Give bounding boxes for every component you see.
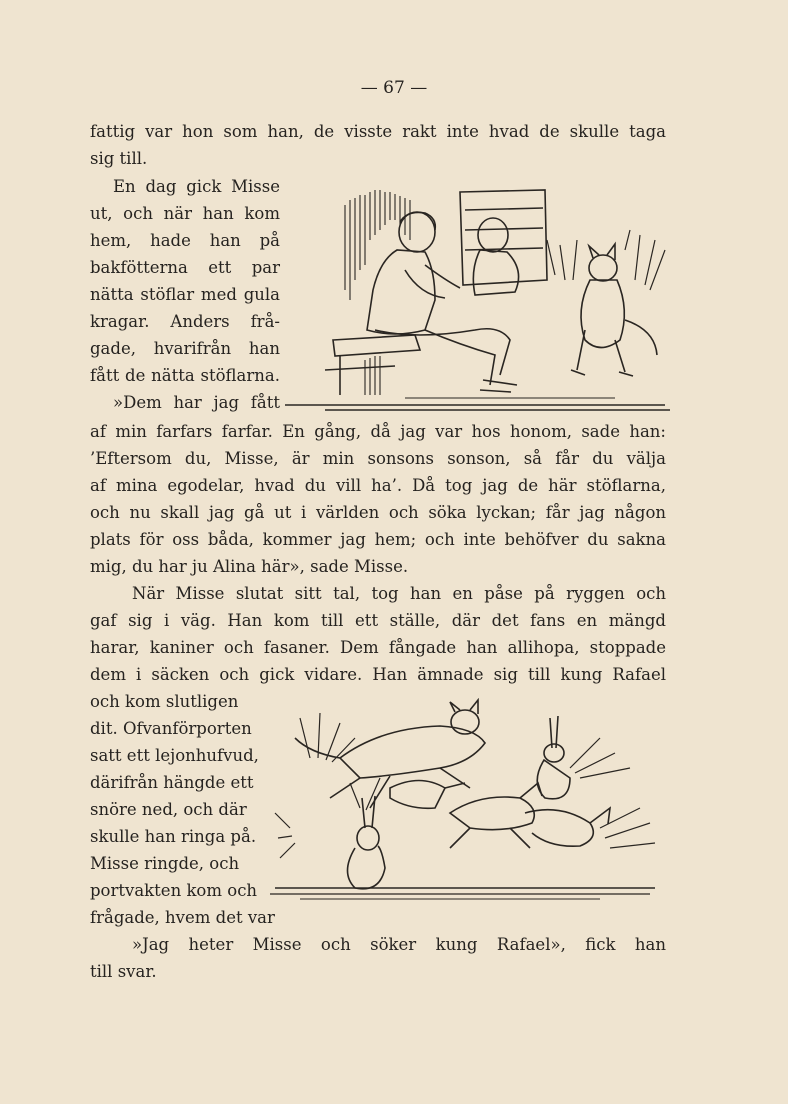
text-line: af mina egodelar, hvad du vill ha’. Då tog jag de här stöflarna, bbox=[90, 476, 666, 495]
text-line: ’Eftersom du, Misse, är min sonsons sonson, så får du välja bbox=[90, 449, 666, 468]
text-line: skulle han ringa på. bbox=[90, 827, 257, 846]
text-line: harar, kaniner och fasaner. Dem fångade han allihopa, stoppade bbox=[90, 638, 666, 657]
text-line: gade, hvarifrån han bbox=[90, 339, 280, 358]
text-line: sig till. bbox=[90, 149, 148, 168]
text-line: frågade, hvem det var bbox=[90, 908, 275, 927]
text-line: snöre ned, och där bbox=[90, 800, 247, 819]
illustration-cat-catching-hares bbox=[270, 698, 665, 903]
text-line: »Dem har jag fått bbox=[113, 393, 280, 412]
text-line: fattig var hon som han, de visste rakt inte hvad de skulle taga bbox=[90, 122, 666, 141]
text-line: satt ett lejonhufvud, bbox=[90, 746, 259, 765]
text-line: En dag gick Misse bbox=[113, 177, 280, 196]
text-line: till svar. bbox=[90, 962, 157, 981]
page-number: — 67 — bbox=[360, 78, 428, 98]
text-line: af min farfars farfar. En gång, då jag var hos honom, sade han: bbox=[90, 422, 666, 441]
text-line: och nu skall jag gå ut i världen och söka lyckan; får jag någon bbox=[90, 503, 666, 522]
text-line: därifrån hängde ett bbox=[90, 773, 254, 792]
text-line: gaf sig i väg. Han kom till ett ställe, där det fans en mängd bbox=[90, 611, 666, 630]
text-line: fått de nätta stöflarna. bbox=[90, 366, 280, 385]
text-line: hem, hade han på bbox=[90, 231, 280, 250]
text-line: kragar. Anders frå- bbox=[90, 312, 280, 331]
text-line: nätta stöflar med gula bbox=[90, 285, 280, 304]
text-line: Misse ringde, och bbox=[90, 854, 240, 873]
text-line: dit. Ofvanförporten bbox=[90, 719, 252, 738]
text-line: »Jag heter Misse och söker kung Rafael», fick han bbox=[132, 935, 666, 954]
text-line: När Misse slutat sitt tal, tog han en påse på ryggen och bbox=[132, 584, 666, 603]
text-line: ut, och när han kom bbox=[90, 204, 280, 223]
text-line: och kom slutligen bbox=[90, 692, 239, 711]
text-line: portvakten kom och bbox=[90, 881, 258, 900]
illustration-man-and-cat bbox=[285, 180, 670, 415]
text-line: plats för oss båda, kommer jag hem; och inte behöfver du sakna bbox=[90, 530, 666, 549]
text-line: dem i säcken och gick vidare. Han ämnade sig till kung Rafael bbox=[90, 665, 666, 684]
text-line: mig, du har ju Alina här», sade Misse. bbox=[90, 557, 409, 576]
text-line: bakfötterna ett par bbox=[90, 258, 280, 277]
